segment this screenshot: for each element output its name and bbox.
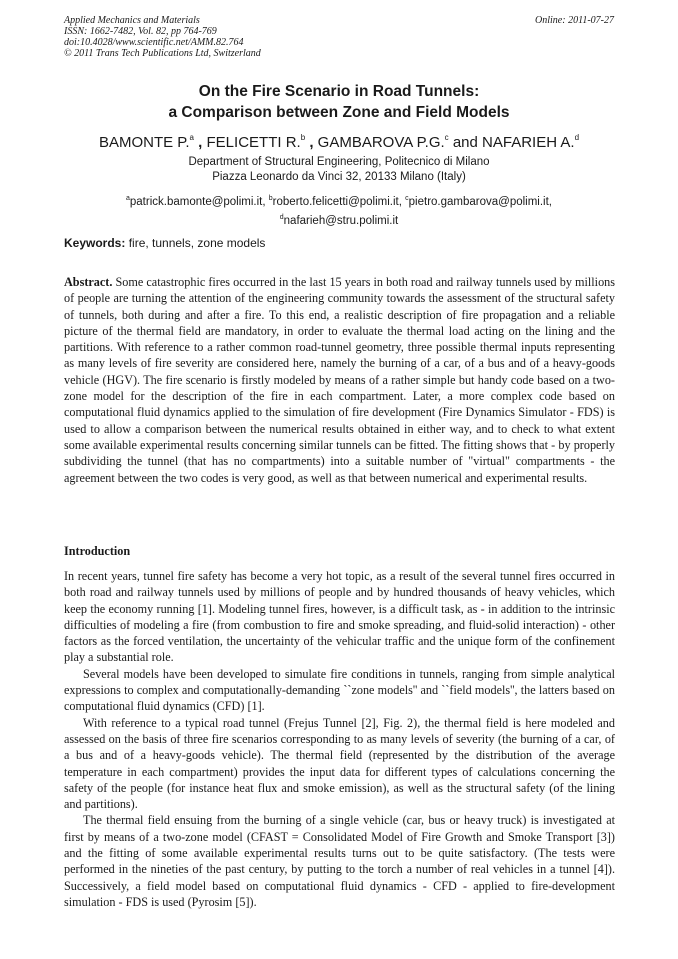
keywords (64, 236, 265, 251)
author-separator: , (305, 134, 318, 151)
author-1: BAMONTE P. (98, 134, 190, 151)
intro-paragraph-1: In recent years, tunnel fire safety has become a very hot topic, as a result of the several tunnel fires occurred in both road and railway tunnels used by millions of people and by hundred thousands of heavy vehicles, which keep the economy running [1]. Modeling tunnel fires, however, is a difficult task, as - in addition to the intrinsic difficulties of modeling a fire (from combustion to fire and smoke spreading, and fluid-solid interaction) - other factors as the forced ventilation, the uncertainty of the vehicular traffic and the unique form of the confinement play a substantial role. (64, 569, 615, 665)
journal-header (64, 15, 614, 59)
author-4: NAFARIEH A. (482, 134, 575, 151)
email-d[interactable]: nafarieh@stru.polimi.it (283, 215, 399, 227)
doi: doi:10.4028/www.scientific.net/AMM.82.764 (64, 37, 244, 48)
paper-title (0, 81, 678, 123)
email-a-sup: a (125, 195, 130, 202)
introduction-heading: Introduction (64, 544, 131, 558)
email-b-sup: b (268, 195, 273, 202)
email-c-sup: c (405, 195, 409, 202)
affiliation-line-1: Department of Structural Engineering, Politecnico di Milano (188, 156, 490, 168)
email-b[interactable]: roberto.felicetti@polimi.it, (272, 196, 406, 208)
abstract-label: Abstract. (64, 275, 113, 289)
author-separator: , (194, 134, 207, 151)
online-date: Online: 2011-07-27 (535, 15, 614, 26)
email-a[interactable]: patrick.bamonte@polimi.it, (129, 196, 269, 208)
title-line-1: On the Fire Scenario in Road Tunnels: (198, 83, 480, 100)
keywords-label: Keywords: (64, 236, 126, 250)
copyright: © 2011 Trans Tech Publications Ltd, Switzerland (64, 48, 261, 59)
email-list (0, 191, 678, 229)
affiliation (0, 155, 678, 185)
author-2-sup: b (300, 133, 306, 142)
author-4-sup: d (574, 133, 580, 142)
introduction-body (64, 568, 615, 910)
abstract-text: Some catastrophic fires occurred in the last 15 years in both road and railway tunnels used by millions of people are turning the attention of the engineering community towards the assessment of the structural safety of tunnels, both during and after a fire. To this end, a realistic description of fire propagation and a reliable picture of the thermal field are mandatory, in order to evaluate the thermal load acting on the lining and the partitions. With reference to a rather common road-tunnel geometry, three possible thermal inputs representing as many levels of fire severity are considered here, namely the burning of a car, of a bus and of a heavy-goods vehicle (HGV). The fire scenario is firstly modeled by means of a rather simple but handy code based on a two-zone model for the description of the fire in each compartment. Later, a more complex code based on computational fluid dynamics applied to the simulation of fire development (Fire Dynamics Simulator - FDS) is used to allow a comparison between the numerical results obtained in either way, and to check to what extent some available experimental results concerning similar tunnels can be fitted. The fitting shows that - by properly subdividing the tunnel (that has no compartments) into a suitable number of "virtual" compartments - the agreement between the two codes is very good, as well as that between numerical and experimental results. (64, 275, 615, 485)
affiliation-line-2: Piazza Leonardo da Vinci 32, 20133 Milano (Italy) (212, 171, 466, 183)
intro-paragraph-3: With reference to a typical road tunnel (Frejus Tunnel [2], Fig. 2), the thermal field is here modeled and assessed on the basis of three fire scenarios corresponding to as many levels of severity (the burning of a car, of a bus and of a heavy-goods vehicle). The thermal field (represented by the distribution of the average temperature in each compartment) provides the input data for different types of calculations concerning the safety of the people (for instance heat flux and smoke emission), as well as the structural safety (of the lining and partitions). (64, 715, 615, 812)
title-line-2: a Comparison between Zone and Field Models (168, 104, 510, 121)
abstract (64, 274, 615, 486)
author-list (0, 128, 678, 153)
keywords-text: fire, tunnels, zone models (125, 236, 266, 250)
author-separator: and (448, 134, 483, 151)
journal-name: Applied Mechanics and Materials (64, 15, 200, 26)
issn: ISSN: 1662-7482, Vol. 82, pp 764-769 (64, 26, 217, 37)
email-c[interactable]: pietro.gambarova@polimi.it, (408, 196, 553, 208)
author-1-sup: a (189, 133, 194, 142)
author-3: GAMBAROVA P.G. (317, 134, 445, 151)
intro-paragraph-4: The thermal field ensuing from the burning of a single vehicle (car, bus or heavy truck) is investigated at first by means of a two-zone model (CFAST = Consolidated Model of Fire Growth and Smoke Transport [3]) and the fitting of some available experimental results turns out to be quite satisfactory. (The tests were performed in the nineties of the past century, by putting to the torch a number of real vehicles in a tunnel [4]). Successively, a field model based on computational fluid dynamics - CFD - applied to fire-development simulation - FDS is used (Pyrosim [5]). (64, 813, 615, 909)
email-d-sup: d (279, 214, 284, 221)
author-2: FELICETTI R. (206, 134, 301, 151)
intro-paragraph-2: Several models have been developed to simulate fire conditions in tunnels, ranging from simple analytical expressions to complex and computationally-demanding ``zone models'' and ``field models'', the latters based on computational fluid dynamics (CFD) [1]. (64, 666, 615, 714)
author-3-sup: c (444, 133, 449, 142)
